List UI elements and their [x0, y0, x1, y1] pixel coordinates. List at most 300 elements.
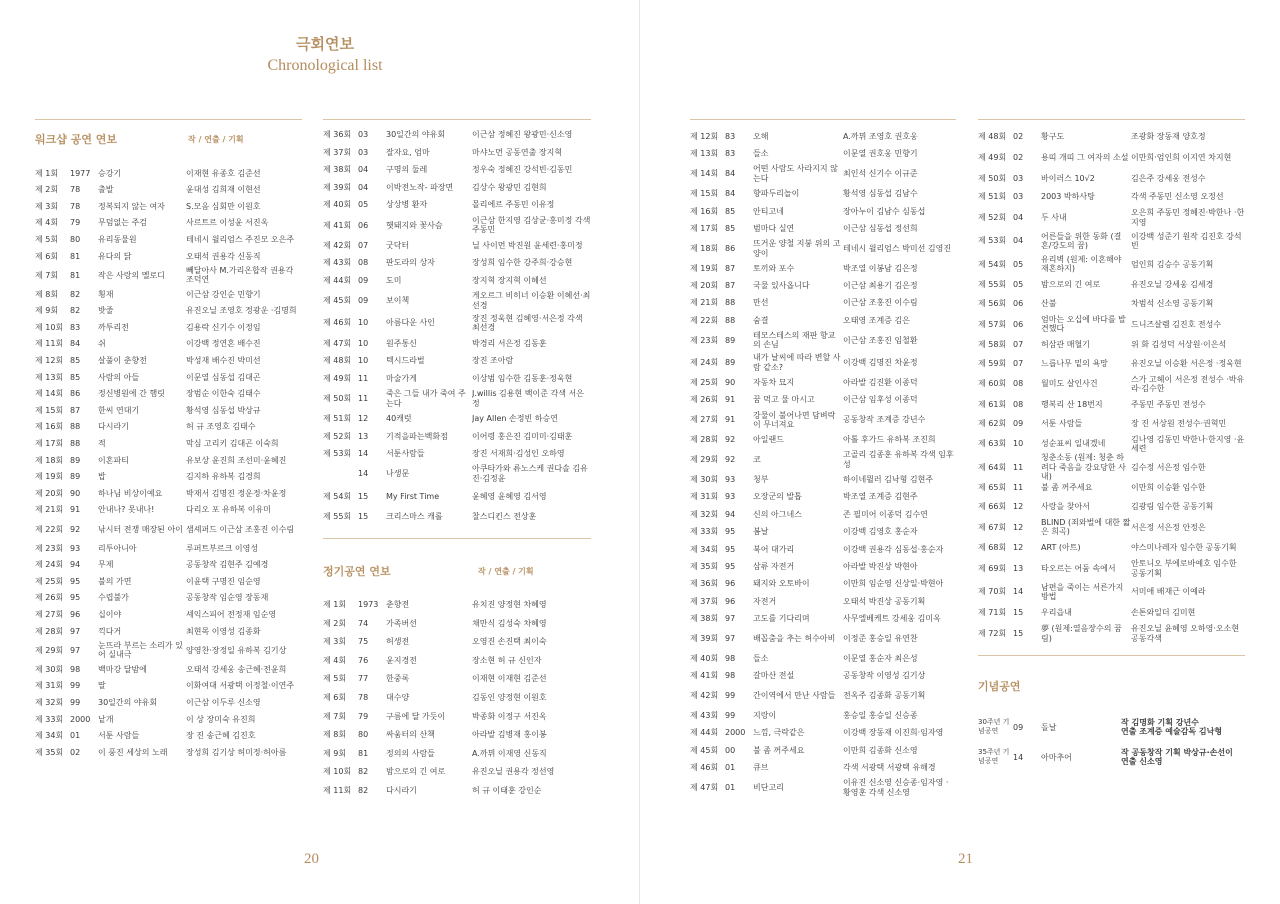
- row-credits: 뻬달아사 M.가리온합작 권용각 조덕연: [186, 265, 294, 285]
- row-number: 제 47회: [323, 338, 352, 348]
- row-credits: 이재현 이재현 김준선: [472, 674, 547, 684]
- row-credits: 김동인 양정현 이원호: [472, 692, 547, 702]
- row-title: 夢 (원제:열음장수의 꿈림): [1041, 624, 1122, 643]
- table-row: [323, 670, 591, 689]
- row-year: 81: [358, 748, 369, 758]
- row-credits: 최인석 신기수 이규준: [843, 169, 918, 179]
- row-title: 구름에 달 가듯이: [386, 711, 446, 721]
- row-credits: 아라발 김진환 이종덕: [843, 378, 918, 388]
- row-credits: 장범순 이한숙 김태수: [186, 389, 261, 399]
- row-number: 제 58회: [978, 340, 1007, 350]
- row-number: 제 22회: [690, 315, 719, 325]
- table-row: [35, 286, 302, 303]
- row-credits: 장지혁 장지혁 이혜선: [472, 275, 547, 285]
- row-credits: 박성재 배수진 박미선: [186, 356, 261, 366]
- section-rule: [978, 119, 1245, 120]
- row-credits: 박조열 이봉남 김은정: [843, 263, 918, 273]
- row-year: 88: [725, 315, 736, 325]
- row-title: 안티고네: [753, 206, 784, 216]
- row-number: 제 39회: [690, 633, 719, 643]
- row-title: 죽은 그들 내가 죽여 주는다: [386, 389, 466, 408]
- row-number: 제 33회: [690, 527, 719, 537]
- regular-column-3: [978, 119, 1245, 772]
- row-number: 제 29회: [35, 645, 64, 655]
- row-year: 95: [70, 576, 81, 586]
- row-title: 타오르는 어둠 속에서: [1041, 564, 1116, 574]
- row-title: 허생전: [386, 637, 410, 647]
- row-number: 제 11회: [35, 339, 64, 349]
- row-title: 30일간의 야유회: [386, 130, 446, 140]
- table-row: [35, 419, 302, 436]
- table-row: [323, 352, 591, 370]
- workshop-list-2: [323, 126, 591, 525]
- table-row: [978, 188, 1245, 206]
- table-row: [35, 485, 302, 502]
- row-year: 09: [358, 295, 369, 305]
- row-credits: 전옥주 김종화 공동기획: [843, 691, 926, 701]
- row-year: 04: [1013, 236, 1024, 246]
- row-year: 96: [725, 579, 736, 589]
- row-number: 제 25회: [690, 378, 719, 388]
- row-credits: 드니즈살렘 김진호 전성수: [1131, 319, 1222, 329]
- table-row: [690, 312, 956, 329]
- row-credits: 조광화 장동재 양호정: [1131, 132, 1206, 142]
- row-number: 제 21회: [690, 298, 719, 308]
- table-row: [690, 707, 956, 724]
- row-title: 윤지경전: [386, 655, 417, 665]
- row-title: 눈뜨라 부르는 소리가 있어 실내극: [98, 640, 183, 660]
- row-title: 백마강 달밤에: [98, 664, 147, 674]
- row-credits: 공동창작 김현주 김예경: [186, 560, 269, 570]
- table-row: [978, 146, 1245, 169]
- row-credits: 유진오닐 강세웅 김세경: [1131, 280, 1214, 290]
- row-number: 제 3회: [35, 201, 59, 211]
- row-year: 06: [358, 220, 369, 230]
- row-number: 제 34회: [690, 544, 719, 554]
- row-year: 2000: [725, 728, 746, 738]
- row-year: 02: [1013, 132, 1024, 142]
- row-year: 08: [1013, 400, 1024, 410]
- table-row: [35, 640, 302, 662]
- row-number: 제 71회: [978, 608, 1007, 618]
- row-year: 1973: [358, 600, 379, 610]
- row-number: 제 9회: [323, 748, 347, 758]
- table-row: [323, 707, 591, 726]
- row-year: 87: [725, 263, 736, 273]
- table-row: [690, 685, 956, 707]
- row-title: 테모스테스의 재판 향교의 손님: [753, 330, 836, 350]
- row-year: 96: [725, 596, 736, 606]
- row-credits: 황석영 심동섭 박상규: [186, 405, 261, 415]
- row-year: 95: [725, 544, 736, 554]
- row-number: 제 1회: [35, 168, 59, 178]
- row-credits: 이만희 김종화 신소영: [843, 745, 918, 755]
- row-title: 서툰 사람들: [98, 731, 140, 741]
- row-credits: 장소현 허 규 신인자: [472, 655, 542, 665]
- row-number: 제 31회: [35, 681, 64, 691]
- row-number: 제 6회: [323, 692, 347, 702]
- regular-section-header: [323, 561, 591, 581]
- row-number: 제 51회: [323, 413, 352, 423]
- row-year: 89: [70, 455, 81, 465]
- row-year: 11: [1013, 483, 1024, 493]
- table-row: [978, 128, 1245, 146]
- row-credits: 유치진 양정현 차혜영: [472, 600, 547, 610]
- row-title: My First Time: [386, 491, 440, 501]
- table-row: [323, 651, 591, 670]
- row-title: 불의 가면: [98, 576, 132, 586]
- row-year: 11: [358, 393, 369, 403]
- row-year: 00: [725, 745, 736, 755]
- table-row: [35, 165, 302, 182]
- row-number: 제 27회: [35, 609, 64, 619]
- row-year: 83: [725, 131, 736, 141]
- row-credits: 이강백 정연혼 배수진: [186, 339, 261, 349]
- row-year: 95: [70, 593, 81, 603]
- row-title: 국물 있사옵니다: [753, 281, 810, 291]
- table-row: [978, 206, 1245, 229]
- row-credits: 윤대성 김희재 이현선: [186, 185, 261, 195]
- row-credits: 김지하 유하복 김경희: [186, 472, 261, 482]
- row-number: 제 4회: [35, 218, 59, 228]
- row-credits: 김은주 강세웅 전성수: [1131, 173, 1206, 183]
- row-credits: 이문열 심동섭 김대곤: [186, 372, 261, 382]
- row-title: 만선: [753, 298, 769, 308]
- row-credits: 김나영 김동민 박한나·한지영 ·윤세련: [1131, 434, 1245, 454]
- row-credits: 이만희 임순영 신상일·박현아: [843, 579, 944, 589]
- row-number: 제 28회: [35, 626, 64, 636]
- row-number: 제 72회: [978, 629, 1007, 639]
- row-number: 제 42회: [690, 691, 719, 701]
- row-credits: 허 규 조영호 김태수: [186, 422, 256, 432]
- row-credits: 위 화 김성덕 서상원·이은석: [1131, 340, 1227, 350]
- row-credits: 홍승일 홍승일 신승종: [843, 711, 918, 721]
- row-credits: 장성희 김기상 허미정·허아름: [186, 747, 287, 757]
- row-credits: 각색 서광택 서광택 유해경: [843, 763, 936, 773]
- table-row: [35, 436, 302, 453]
- row-year: 11: [358, 373, 369, 383]
- row-number: 제 40회: [690, 653, 719, 663]
- row-year: 09: [358, 275, 369, 285]
- row-credits: 이 상 장미숙 유진희: [186, 714, 256, 724]
- row-year: 99: [70, 697, 81, 707]
- row-title: 밧줄: [98, 306, 114, 316]
- row-title: 밥: [98, 472, 106, 482]
- table-row: [323, 614, 591, 633]
- row-year: 91: [70, 505, 81, 515]
- row-year: 10: [358, 338, 369, 348]
- row-year: 82: [70, 306, 81, 316]
- row-year: 77: [358, 674, 369, 684]
- row-credits: 박재서 김명진 정운정·차윤정: [186, 488, 287, 498]
- row-year: 93: [725, 474, 736, 484]
- table-row: [323, 312, 591, 335]
- row-year: 78: [70, 201, 81, 211]
- credit-line: 작 공동창작 기획 박상규·손선이: [1121, 747, 1233, 757]
- row-number: 제 52회: [323, 431, 352, 441]
- row-year: 84: [725, 189, 736, 199]
- row-title: 돌날: [1041, 722, 1057, 732]
- row-title: 이박전노작- 파장면: [386, 182, 454, 192]
- row-number: 제 6회: [35, 251, 59, 261]
- row-title: 기적을파는백화점: [386, 431, 448, 441]
- row-number: 제 60회: [978, 379, 1007, 389]
- table-row: [35, 678, 302, 695]
- row-title: 들소: [753, 149, 769, 159]
- table-row: [323, 485, 591, 508]
- row-credits: 오태석 박진상 공동기획: [843, 596, 926, 606]
- row-credits: 주동민 주동민 전성수: [1131, 400, 1206, 410]
- table-row: [35, 590, 302, 607]
- row-title: 가족버선: [386, 618, 417, 628]
- row-number: 제 46회: [690, 763, 719, 773]
- row-year: 93: [70, 543, 81, 553]
- workshop-list-1: [35, 165, 302, 761]
- row-year: 88: [725, 298, 736, 308]
- table-row: [35, 452, 302, 469]
- table-row: [323, 237, 591, 255]
- row-year: 88: [70, 439, 81, 449]
- row-title: 승강기: [98, 168, 122, 178]
- row-title: 불 좀 꺼주세요: [753, 745, 805, 755]
- row-credits: 박조열 조계증 김현주: [843, 492, 918, 502]
- row-number: 제 57회: [978, 319, 1007, 329]
- row-title: 숨결: [753, 315, 769, 325]
- row-credits: 안토니오 부에로바예호 임수한 공동기획: [1131, 559, 1237, 578]
- table-row: [35, 369, 302, 386]
- row-year: 91: [725, 395, 736, 405]
- row-number: 제 19회: [35, 472, 64, 482]
- table-row: [978, 294, 1245, 312]
- row-number: 제 9회: [35, 306, 59, 316]
- row-title: 신의 아그네스: [753, 509, 802, 519]
- table-row: [35, 248, 302, 265]
- row-credits: 셰익스피어 전정재 임순영: [186, 609, 277, 619]
- row-year: 13: [1013, 564, 1024, 574]
- row-number: 제 32회: [690, 509, 719, 519]
- row-number: 제 62회: [978, 418, 1007, 428]
- row-year: 14: [358, 449, 369, 459]
- row-title: 사랑을 찾아서: [1041, 501, 1090, 511]
- row-credits: 유진오닐 이승환 서은정 ·정욱현: [1131, 358, 1242, 368]
- row-number: 제 70회: [978, 587, 1007, 597]
- row-title: 북어 대가리: [753, 544, 795, 554]
- table-row: [35, 744, 302, 761]
- row-title: 유다의 닭: [98, 251, 132, 261]
- row-number: 제 32회: [35, 697, 64, 707]
- row-number: 제 5회: [323, 674, 347, 684]
- row-number: 제 26회: [35, 593, 64, 603]
- row-title: 성순표씨 일내겠네: [1041, 439, 1106, 449]
- row-title: 보이첵: [386, 295, 410, 305]
- table-row: [35, 386, 302, 403]
- table-row: [690, 541, 956, 558]
- row-title: 굿닥터: [386, 240, 410, 250]
- table-row: [690, 128, 956, 145]
- row-year: 89: [70, 472, 81, 482]
- row-year: 10: [358, 318, 369, 328]
- row-title: 대수양: [386, 692, 410, 702]
- row-title: 고도를 기다리며: [753, 614, 810, 624]
- table-row: [978, 742, 1245, 772]
- row-year: 03: [1013, 173, 1024, 183]
- row-credits: 이근삼 조홍진 임철환: [843, 335, 918, 345]
- row-year: 97: [70, 626, 81, 636]
- row-year: 03: [358, 147, 369, 157]
- row-year: 09: [1013, 418, 1024, 428]
- row-title: 다시라기: [386, 785, 417, 795]
- table-row: [35, 336, 302, 353]
- row-title: 지랑이: [753, 711, 777, 721]
- page-number-left: 20: [304, 851, 319, 867]
- row-year: 84: [70, 339, 81, 349]
- row-title: 적: [98, 439, 106, 449]
- row-credits: 김수정 서은정 임수한: [1131, 462, 1206, 472]
- table-row: [978, 414, 1245, 432]
- row-year: 06: [1013, 319, 1024, 329]
- row-title: 서툰 사람들: [1041, 418, 1083, 428]
- row-title: 리투아니아: [98, 543, 137, 553]
- table-row: [323, 161, 591, 179]
- row-credits: 이강백 장동재 이진희·임자영: [843, 728, 944, 738]
- table-row: [690, 449, 956, 471]
- row-number: 제 35회: [690, 561, 719, 571]
- row-year: 86: [70, 389, 81, 399]
- row-year: 85: [70, 372, 81, 382]
- row-credits: 닐 사이먼 박진원 윤세련·홍미정: [472, 240, 583, 250]
- row-credits: 이근삼 최용기 김은정: [843, 281, 918, 291]
- row-year: 86: [725, 243, 736, 253]
- row-credits: 고골리 김종훈 유하복 각색 임후성: [843, 450, 954, 469]
- row-title: 무제: [98, 560, 114, 570]
- row-title: 횡재: [98, 289, 114, 299]
- section-rule: [35, 119, 302, 120]
- row-number: 제 21회: [35, 505, 64, 515]
- row-number: 제 17회: [35, 439, 64, 449]
- row-credits: 이강백 권용각 심동섭·홍순자: [843, 544, 944, 554]
- table-row: [978, 539, 1245, 557]
- row-title: 느릅나무 밑의 욕망: [1041, 358, 1108, 368]
- row-credits: 찰스디킨스 전상훈: [472, 511, 537, 521]
- table-row: [690, 163, 956, 185]
- table-row: [323, 463, 591, 486]
- table-row: [978, 479, 1245, 497]
- row-credits: 이강백 김영호 홍순자: [843, 527, 918, 537]
- row-credits: [1121, 748, 1245, 767]
- row-title: 40캐럿: [386, 413, 412, 423]
- table-row: [978, 253, 1245, 276]
- row-number: 제 41회: [690, 671, 719, 681]
- row-number: 제 28회: [690, 435, 719, 445]
- row-number: 제 26회: [690, 395, 719, 405]
- row-year: 12: [1013, 501, 1024, 511]
- workshop-section-roles: 작 / 연출 / 기획: [188, 134, 244, 144]
- row-credits: 이근삼 정혜진 왕광민·신소영: [472, 130, 573, 140]
- table-row: [690, 374, 956, 391]
- row-number: 제 43회: [323, 258, 352, 268]
- workshop-section-header: [35, 129, 302, 149]
- row-title: 삼류 자전거: [753, 561, 795, 571]
- table-row: [35, 623, 302, 640]
- row-year: 12: [1013, 543, 1024, 553]
- row-number: 제 5회: [35, 234, 59, 244]
- table-row: [978, 313, 1245, 336]
- workshop-column-1: [35, 119, 302, 761]
- table-row: [323, 196, 591, 214]
- row-year: 97: [70, 645, 81, 655]
- row-year: 79: [358, 711, 369, 721]
- row-year: 07: [1013, 340, 1024, 350]
- row-title: 오해: [753, 131, 769, 141]
- row-credits: 이유진 신소영 신승종·임자영 ·황영훈 각색 신소영: [843, 778, 949, 797]
- row-number: 제 12회: [35, 356, 64, 366]
- row-year: 15: [358, 491, 369, 501]
- table-row: [35, 502, 302, 519]
- row-year: 96: [70, 609, 81, 619]
- table-row: [978, 712, 1245, 742]
- row-year: 02: [70, 747, 81, 757]
- row-title: 두 사내: [1041, 213, 1067, 223]
- row-credits: 손톤와일더 김미현: [1131, 608, 1196, 618]
- row-title: 크리스마스 캐롤: [386, 511, 443, 521]
- row-title: 까투리전: [98, 322, 129, 332]
- row-credits: 야스미나레자 임수한 공동기획: [1131, 543, 1237, 553]
- row-number: 제 13회: [690, 149, 719, 159]
- row-year: 99: [725, 691, 736, 701]
- regular-list-3: [978, 128, 1245, 645]
- row-title: 다시라기: [98, 422, 129, 432]
- table-row: [35, 557, 302, 574]
- memorial-list: [978, 712, 1245, 772]
- row-credits: 유진오닐 윤혜영 오하영·오소현 공동각색: [1131, 624, 1240, 643]
- workshop-column-2: [323, 119, 591, 800]
- table-row: [978, 229, 1245, 252]
- row-credits: 공동창작 조계증 강년수: [843, 415, 926, 425]
- table-row: [323, 445, 591, 463]
- row-title: 어른들을 위한 동화 (결혼/강도의 꿈): [1041, 231, 1122, 251]
- page-spine: [639, 0, 640, 904]
- row-credits: 박종화 이정구 서진옥: [472, 711, 547, 721]
- table-row: [690, 471, 956, 488]
- row-title: 싸움터의 산책: [386, 730, 435, 740]
- table-row: [323, 289, 591, 312]
- row-number: 제 19회: [690, 263, 719, 273]
- table-row: [690, 742, 956, 759]
- row-title: 남편을 죽이는 서른가지 방법: [1041, 582, 1124, 602]
- row-number: 제 35회: [35, 747, 64, 757]
- table-row: [323, 781, 591, 800]
- row-number: 제 47회: [690, 783, 719, 793]
- row-title: 용띠 개띠 그 여자의 소설: [1041, 153, 1129, 163]
- row-year: 92: [70, 524, 81, 534]
- row-title: 텍시드라벌: [386, 356, 425, 366]
- memorial-section-title: 기념공연: [978, 680, 1021, 694]
- row-number: 제 61회: [978, 400, 1007, 410]
- row-year: 90: [70, 488, 81, 498]
- row-number: 제 65회: [978, 483, 1007, 493]
- row-number: 제 20회: [690, 281, 719, 291]
- row-title: 불 좀 꺼주세요: [1041, 483, 1093, 493]
- row-credits: 허 규 이태훈 강인순: [472, 785, 542, 795]
- row-credits: 몰리에르 주동민 이유정: [472, 200, 555, 210]
- row-number: 제 66회: [978, 501, 1007, 511]
- row-year: 81: [70, 251, 81, 261]
- row-credits: 이근삼 임후성 이종덕: [843, 395, 918, 405]
- row-number: 제 24회: [35, 560, 64, 570]
- table-row: [35, 198, 302, 215]
- row-year: 98: [725, 671, 736, 681]
- table-row: [690, 185, 956, 202]
